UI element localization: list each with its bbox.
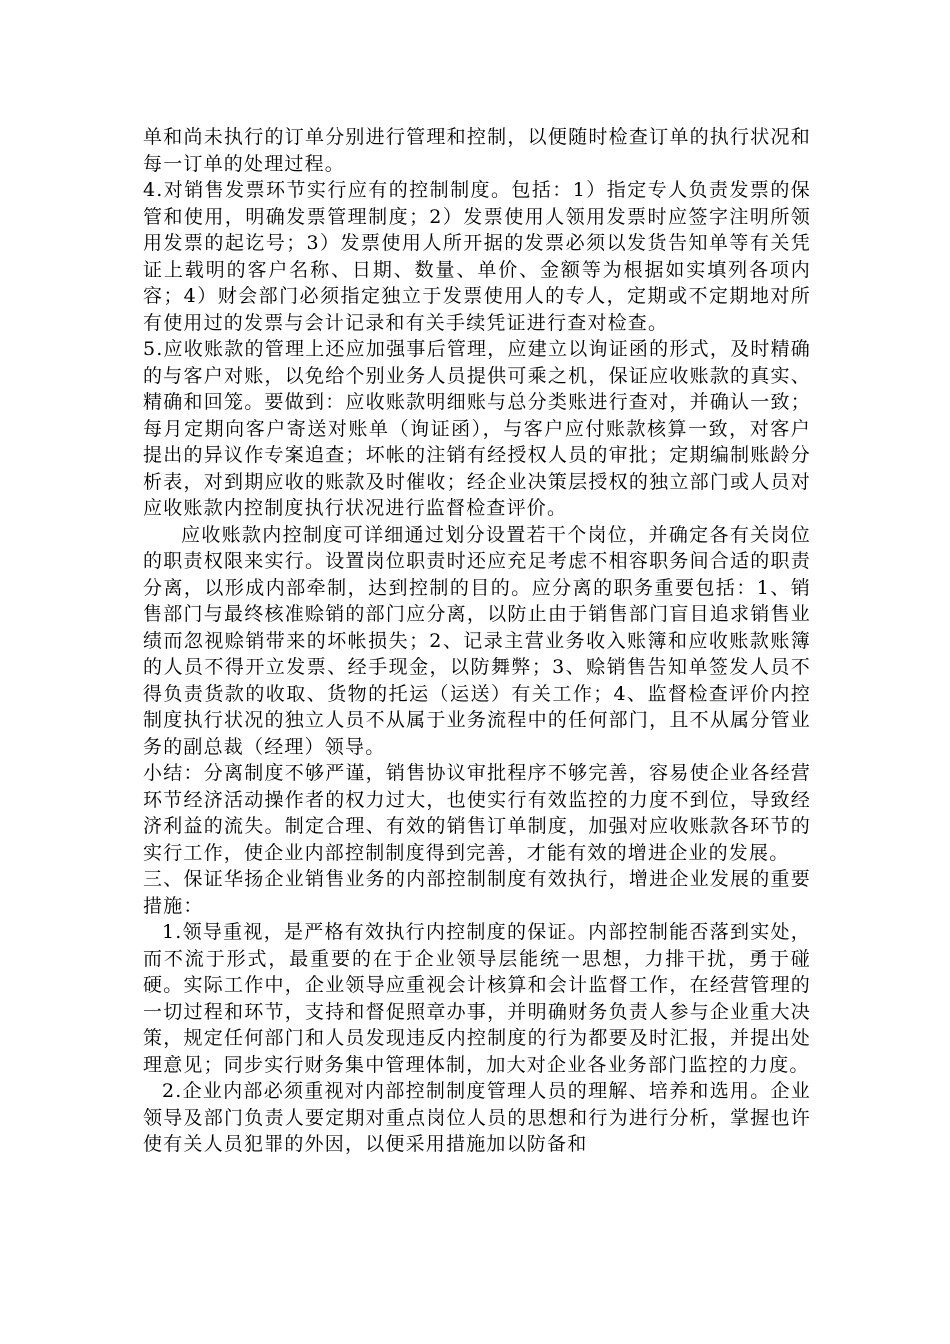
paragraph-receivables-management: 5.应收账款的管理上还应加强事后管理，应建立以询证函的形式，及时精确的与客户对账，以免给个别业务人员提供可乘之机，保证应收账款的真实、精确和回笼。要做到：应收账款明细账与总分类账进行查对，并确认一致；每月定期向客户寄送对账单（询证函），与客户应付账款核算一致，对客户提出的异议作专案追查；坏帐的注销有经授权人员的审批；定期编制账龄分析表，对到期应收的账款及时催收；经企业决策层授权的独立部门或人员对应收账款内控制度执行状况进行监督检查评价。 xyxy=(143,338,811,519)
section-heading-measures: 三、保证华扬企业销售业务的内部控制制度有效执行，增进企业发展的重要措施： xyxy=(143,868,811,917)
paragraph-summary: 小结：分离制度不够严谨，销售协议审批程序不够完善，容易使企业各经营环节经济活动操作者的权力过大，也使实行有效监控的力度不到位，导致经济利益的流失。制定合理、有效的销售订单制度，加强对应收账款各环节的实行工作，使企业内部控制制度得到完善，才能有效的增进企业的发展。 xyxy=(143,762,811,864)
document-body xyxy=(143,124,811,1158)
paragraph-order-tracking: 单和尚未执行的订单分别进行管理和控制，以便随时检查订单的执行状况和每一订单的处理过程。 xyxy=(143,126,811,175)
paragraph-invoice-control: 4.对销售发票环节实行应有的控制制度。包括：1）指定专人负责发票的保管和使用，明确发票管理制度；2）发票使用人领用发票时应签字注明所领用发票的起讫号；3）发票使用人所开据的发票必须以发货告知单等有关凭证上载明的客户名称、日期、数量、单价、金额等为根据如实填列各项内容；4）财会部门必须指定独立于发票使用人的专人，定期或不定期地对所有使用过的发票与会计记录和有关手续凭证进行查对检查。 xyxy=(143,179,811,334)
paragraph-measure-leadership: 1.领导重视，是严格有效执行内控制度的保证。内部控制能否落到实处，而不流于形式，最重要的在于企业领导层能统一思想，力排干扰，勇于碰硬。实际工作中，企业领导应重视会计核算和会计监督工作，在经营管理的一切过程和环节，支持和督促照章办事，并明确财务负责人参与企业重大决策，规定任何部门和人员发现违反内控制度的行为都要及时汇报，并提出处理意见；同步实行财务集中管理体制，加大对企业各业务部门监控的力度。 xyxy=(143,921,811,1076)
paragraph-measure-personnel: 2.企业内部必须重视对内部控制制度管理人员的理解、培养和选用。企业领导及部门负责人要定期对重点岗位人员的思想和行为进行分析，掌握也许使有关人员犯罪的外因，以便采用措施加以防备和 xyxy=(143,1080,811,1155)
paragraph-receivables-positions: 应收账款内控制度可详细通过划分设置若干个岗位，并确定各有关岗位的职责权限来实行。设置岗位职责时还应充足考虑不相容职务间合适的职责分离，以形成内部牵制，达到控制的目的。应分离的职务重要包括：1、销售部门与最终核准赊销的部门应分离，以防止由于销售部门盲目追求销售业绩而忽视赊销带来的坏帐损失；2、记录主营业务收入账簿和应收账款账簿的人员不得开立发票、经手现金，以防舞弊；3、赊销售告知单签发人员不得负责货款的收取、货物的托运（运送）有关工作；4、监督检查评价内控制度执行状况的独立人员不从属于业务流程中的任何部门，且不从属分管业务的副总裁（经理）领导。 xyxy=(143,523,811,758)
